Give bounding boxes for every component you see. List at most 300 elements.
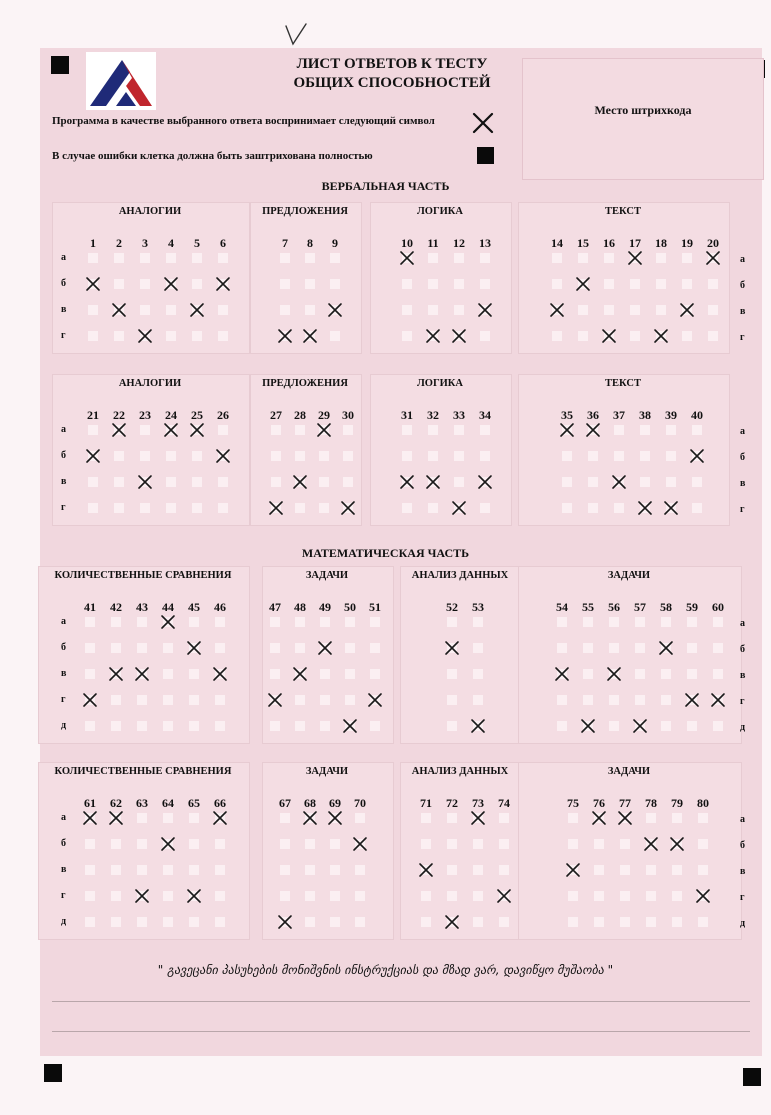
answer-cell[interactable] [672, 865, 682, 875]
answer-cell[interactable] [594, 917, 604, 927]
question-number: 35 [561, 408, 573, 422]
answer-cell[interactable] [137, 917, 147, 927]
answer-cell[interactable] [583, 643, 593, 653]
question-number: 75 [567, 796, 579, 810]
answer-cell[interactable] [85, 721, 95, 731]
answer-cell[interactable] [163, 813, 173, 823]
answer-cell[interactable] [687, 721, 697, 731]
answer-cell[interactable] [137, 695, 147, 705]
answer-cell[interactable] [620, 865, 630, 875]
answer-cell[interactable] [189, 669, 199, 679]
answer-cell[interactable] [140, 279, 150, 289]
x-mark-icon [591, 810, 607, 826]
answer-cell[interactable] [319, 451, 329, 461]
answer-cell[interactable] [692, 503, 702, 513]
answer-cell[interactable] [480, 331, 490, 341]
answer-cell[interactable] [604, 253, 614, 263]
answer-cell[interactable] [88, 425, 98, 435]
answer-cell[interactable] [473, 891, 483, 901]
answer-cell[interactable] [666, 477, 676, 487]
answer-cell[interactable] [166, 331, 176, 341]
answer-cell[interactable] [330, 279, 340, 289]
answer-cell[interactable] [447, 695, 457, 705]
answer-cell[interactable] [345, 669, 355, 679]
answer-cell[interactable] [583, 669, 593, 679]
answer-cell[interactable] [85, 643, 95, 653]
answer-cell[interactable] [692, 425, 702, 435]
answer-cell[interactable] [355, 891, 365, 901]
answer-cell[interactable] [666, 451, 676, 461]
answer-cell[interactable] [111, 643, 121, 653]
answer-cell[interactable] [473, 643, 483, 653]
answer-cell[interactable] [620, 917, 630, 927]
answer-cell[interactable] [345, 695, 355, 705]
answer-cell[interactable] [192, 253, 202, 263]
answer-cell[interactable] [713, 669, 723, 679]
answer-cell[interactable] [218, 305, 228, 315]
answer-cell[interactable] [635, 643, 645, 653]
answer-cell[interactable] [305, 279, 315, 289]
answer-cell[interactable] [428, 425, 438, 435]
answer-cell[interactable] [682, 331, 692, 341]
answer-cell[interactable] [708, 305, 718, 315]
answer-cell[interactable] [140, 425, 150, 435]
answer-cell[interactable] [661, 669, 671, 679]
answer-cell[interactable] [428, 503, 438, 513]
answer-cell[interactable] [588, 503, 598, 513]
answer-cell[interactable] [270, 643, 280, 653]
answer-cell[interactable] [583, 695, 593, 705]
answer-cell[interactable] [568, 839, 578, 849]
answer-cell[interactable] [428, 253, 438, 263]
answer-cell[interactable] [319, 503, 329, 513]
answer-cell[interactable] [192, 331, 202, 341]
answer-cell[interactable] [499, 839, 509, 849]
answer-cell[interactable] [672, 891, 682, 901]
answer-cell[interactable] [330, 891, 340, 901]
answer-cell[interactable] [137, 721, 147, 731]
answer-cell[interactable] [280, 253, 290, 263]
answer-cell[interactable] [370, 617, 380, 627]
answer-cell[interactable] [215, 891, 225, 901]
answer-cell[interactable] [355, 917, 365, 927]
answer-cell[interactable] [454, 253, 464, 263]
verbal-group-header: ПРЕДЛОЖЕНИЯ [262, 206, 348, 217]
answer-cell[interactable] [661, 695, 671, 705]
answer-cell[interactable] [687, 617, 697, 627]
answer-cell[interactable] [421, 813, 431, 823]
answer-cell[interactable] [454, 477, 464, 487]
answer-cell[interactable] [189, 813, 199, 823]
answer-cell[interactable] [295, 643, 305, 653]
answer-cell[interactable] [111, 891, 121, 901]
answer-cell[interactable] [111, 721, 121, 731]
answer-cell[interactable] [88, 503, 98, 513]
answer-cell[interactable] [305, 839, 315, 849]
answer-cell[interactable] [687, 669, 697, 679]
answer-cell[interactable] [473, 839, 483, 849]
answer-cell[interactable] [305, 253, 315, 263]
answer-cell[interactable] [557, 643, 567, 653]
answer-cell[interactable] [85, 617, 95, 627]
answer-cell[interactable] [708, 279, 718, 289]
answer-cell[interactable] [137, 865, 147, 875]
answer-cell[interactable] [473, 669, 483, 679]
answer-cell[interactable] [594, 839, 604, 849]
answer-cell[interactable] [557, 695, 567, 705]
row-label-left: в [61, 864, 67, 875]
answer-cell[interactable] [370, 643, 380, 653]
question-number: 40 [691, 408, 703, 422]
answer-cell[interactable] [640, 451, 650, 461]
answer-cell[interactable] [215, 695, 225, 705]
answer-cell[interactable] [166, 477, 176, 487]
answer-cell[interactable] [137, 813, 147, 823]
answer-cell[interactable] [280, 865, 290, 875]
answer-cell[interactable] [578, 305, 588, 315]
answer-cell[interactable] [295, 617, 305, 627]
answer-cell[interactable] [640, 425, 650, 435]
answer-cell[interactable] [295, 695, 305, 705]
x-mark-icon [575, 276, 591, 292]
answer-cell[interactable] [698, 839, 708, 849]
answer-cell[interactable] [428, 451, 438, 461]
answer-cell[interactable] [594, 865, 604, 875]
answer-cell[interactable] [189, 695, 199, 705]
answer-cell[interactable] [305, 305, 315, 315]
answer-cell[interactable] [270, 617, 280, 627]
answer-cell[interactable] [656, 253, 666, 263]
answer-cell[interactable] [499, 917, 509, 927]
answer-cell[interactable] [280, 279, 290, 289]
answer-cell[interactable] [140, 305, 150, 315]
answer-cell[interactable] [320, 669, 330, 679]
answer-cell[interactable] [698, 865, 708, 875]
answer-cell[interactable] [454, 279, 464, 289]
answer-cell[interactable] [305, 891, 315, 901]
answer-cell[interactable] [661, 617, 671, 627]
answer-cell[interactable] [635, 617, 645, 627]
answer-cell[interactable] [218, 253, 228, 263]
answer-cell[interactable] [140, 451, 150, 461]
answer-cell[interactable] [215, 643, 225, 653]
answer-cell[interactable] [646, 917, 656, 927]
answer-cell[interactable] [330, 917, 340, 927]
answer-cell[interactable] [454, 305, 464, 315]
answer-cell[interactable] [713, 721, 723, 731]
answer-cell[interactable] [320, 695, 330, 705]
answer-cell[interactable] [421, 891, 431, 901]
answer-cell[interactable] [630, 331, 640, 341]
question-number: 74 [498, 796, 510, 810]
answer-cell[interactable] [562, 451, 572, 461]
answer-cell[interactable] [640, 477, 650, 487]
answer-cell[interactable] [85, 839, 95, 849]
x-mark-icon [451, 500, 467, 516]
answer-cell[interactable] [402, 503, 412, 513]
answer-cell[interactable] [656, 279, 666, 289]
answer-cell[interactable] [189, 917, 199, 927]
answer-cell[interactable] [88, 305, 98, 315]
answer-cell[interactable] [630, 305, 640, 315]
answer-cell[interactable] [189, 721, 199, 731]
answer-cell[interactable] [271, 451, 281, 461]
answer-cell[interactable] [562, 477, 572, 487]
signature-line-1 [52, 1001, 750, 1002]
answer-cell[interactable] [588, 451, 598, 461]
answer-cell[interactable] [111, 695, 121, 705]
answer-cell[interactable] [421, 917, 431, 927]
answer-cell[interactable] [111, 917, 121, 927]
answer-cell[interactable] [345, 617, 355, 627]
answer-cell[interactable] [609, 721, 619, 731]
x-mark-icon [302, 810, 318, 826]
answer-cell[interactable] [480, 279, 490, 289]
answer-cell[interactable] [355, 813, 365, 823]
row-label-left: б [61, 278, 66, 289]
answer-cell[interactable] [166, 253, 176, 263]
answer-cell[interactable] [295, 503, 305, 513]
answer-cell[interactable] [192, 279, 202, 289]
answer-cell[interactable] [192, 477, 202, 487]
answer-cell[interactable] [604, 305, 614, 315]
answer-cell[interactable] [163, 891, 173, 901]
answer-cell[interactable] [661, 721, 671, 731]
answer-cell[interactable] [447, 669, 457, 679]
answer-cell[interactable] [552, 279, 562, 289]
question-number: 29 [318, 408, 330, 422]
answer-cell[interactable] [499, 865, 509, 875]
answer-cell[interactable] [708, 331, 718, 341]
answer-cell[interactable] [682, 253, 692, 263]
answer-cell[interactable] [280, 891, 290, 901]
answer-cell[interactable] [480, 425, 490, 435]
answer-cell[interactable] [473, 865, 483, 875]
answer-cell[interactable] [578, 253, 588, 263]
answer-cell[interactable] [402, 305, 412, 315]
answer-cell[interactable] [402, 451, 412, 461]
answer-cell[interactable] [604, 279, 614, 289]
answer-cell[interactable] [189, 617, 199, 627]
answer-cell[interactable] [454, 451, 464, 461]
answer-cell[interactable] [218, 477, 228, 487]
answer-cell[interactable] [111, 617, 121, 627]
answer-cell[interactable] [280, 839, 290, 849]
answer-cell[interactable] [552, 253, 562, 263]
answer-cell[interactable] [114, 253, 124, 263]
answer-cell[interactable] [85, 917, 95, 927]
answer-cell[interactable] [343, 477, 353, 487]
answer-cell[interactable] [698, 917, 708, 927]
answer-cell[interactable] [137, 617, 147, 627]
answer-cell[interactable] [88, 477, 98, 487]
answer-cell[interactable] [166, 451, 176, 461]
answer-cell[interactable] [114, 279, 124, 289]
answer-cell[interactable] [215, 865, 225, 875]
answer-cell[interactable] [635, 695, 645, 705]
answer-cell[interactable] [192, 503, 202, 513]
answer-cell[interactable] [114, 503, 124, 513]
answer-cell[interactable] [578, 331, 588, 341]
answer-cell[interactable] [646, 813, 656, 823]
answer-cell[interactable] [218, 503, 228, 513]
answer-cell[interactable] [85, 669, 95, 679]
answer-cell[interactable] [320, 617, 330, 627]
answer-cell[interactable] [189, 865, 199, 875]
answer-cell[interactable] [672, 917, 682, 927]
legend-x-symbol-icon [472, 112, 494, 134]
answer-cell[interactable] [295, 451, 305, 461]
answer-cell[interactable] [568, 891, 578, 901]
answer-cell[interactable] [421, 839, 431, 849]
handwritten-check-mark [284, 22, 308, 48]
answer-cell[interactable] [480, 503, 490, 513]
answer-cell[interactable] [295, 721, 305, 731]
answer-cell[interactable] [114, 451, 124, 461]
answer-cell[interactable] [88, 253, 98, 263]
answer-cell[interactable] [270, 721, 280, 731]
answer-cell[interactable] [271, 425, 281, 435]
answer-cell[interactable] [189, 839, 199, 849]
row-label-right: в [740, 866, 746, 877]
answer-cell[interactable] [137, 643, 147, 653]
answer-cell[interactable] [614, 425, 624, 435]
answer-cell[interactable] [687, 643, 697, 653]
answer-cell[interactable] [163, 865, 173, 875]
answer-cell[interactable] [557, 721, 567, 731]
answer-cell[interactable] [343, 451, 353, 461]
answer-cell[interactable] [609, 695, 619, 705]
answer-cell[interactable] [473, 617, 483, 627]
answer-cell[interactable] [114, 331, 124, 341]
answer-cell[interactable] [192, 451, 202, 461]
answer-cell[interactable] [111, 839, 121, 849]
answer-cell[interactable] [552, 331, 562, 341]
answer-cell[interactable] [635, 669, 645, 679]
answer-cell[interactable] [345, 643, 355, 653]
answer-cell[interactable] [215, 721, 225, 731]
answer-cell[interactable] [656, 305, 666, 315]
row-label-left: б [61, 450, 66, 461]
answer-cell[interactable] [163, 643, 173, 653]
answer-cell[interactable] [402, 331, 412, 341]
x-mark-icon [679, 302, 695, 318]
answer-cell[interactable] [588, 477, 598, 487]
answer-cell[interactable] [447, 865, 457, 875]
section-title-verbal: ВЕРБАЛЬНАЯ ЧАСТЬ [321, 179, 450, 193]
answer-cell[interactable] [672, 813, 682, 823]
answer-cell[interactable] [614, 451, 624, 461]
answer-cell[interactable] [480, 451, 490, 461]
answer-cell[interactable] [114, 477, 124, 487]
answer-cell[interactable] [330, 865, 340, 875]
answer-cell[interactable] [447, 839, 457, 849]
answer-cell[interactable] [614, 503, 624, 513]
answer-cell[interactable] [218, 331, 228, 341]
answer-cell[interactable] [140, 503, 150, 513]
answer-cell[interactable] [682, 279, 692, 289]
answer-cell[interactable] [343, 425, 353, 435]
answer-cell[interactable] [473, 695, 483, 705]
answer-cell[interactable] [480, 253, 490, 263]
answer-cell[interactable] [620, 839, 630, 849]
answer-cell[interactable] [271, 477, 281, 487]
x-mark-icon [695, 888, 711, 904]
answer-cell[interactable] [447, 813, 457, 823]
answer-cell[interactable] [137, 839, 147, 849]
answer-cell[interactable] [447, 721, 457, 731]
answer-cell[interactable] [163, 917, 173, 927]
answer-cell[interactable] [609, 617, 619, 627]
answer-cell[interactable] [562, 503, 572, 513]
answer-cell[interactable] [355, 865, 365, 875]
answer-cell[interactable] [163, 695, 173, 705]
answer-cell[interactable] [557, 617, 567, 627]
answer-cell[interactable] [163, 721, 173, 731]
answer-cell[interactable] [620, 891, 630, 901]
answer-cell[interactable] [713, 643, 723, 653]
answer-cell[interactable] [454, 425, 464, 435]
answer-cell[interactable] [428, 279, 438, 289]
answer-cell[interactable] [568, 917, 578, 927]
answer-cell[interactable] [473, 917, 483, 927]
answer-cell[interactable] [402, 279, 412, 289]
answer-cell[interactable] [215, 617, 225, 627]
answer-cell[interactable] [215, 917, 225, 927]
answer-cell[interactable] [692, 477, 702, 487]
answer-cell[interactable] [698, 813, 708, 823]
answer-cell[interactable] [402, 425, 412, 435]
answer-cell[interactable] [280, 813, 290, 823]
answer-cell[interactable] [85, 891, 95, 901]
answer-cell[interactable] [218, 425, 228, 435]
answer-cell[interactable] [370, 721, 380, 731]
answer-cell[interactable] [713, 617, 723, 627]
answer-cell[interactable] [320, 721, 330, 731]
answer-cell[interactable] [646, 865, 656, 875]
answer-cell[interactable] [111, 865, 121, 875]
answer-cell[interactable] [163, 669, 173, 679]
answer-cell[interactable] [166, 503, 176, 513]
answer-cell[interactable] [85, 865, 95, 875]
answer-cell[interactable] [330, 331, 340, 341]
answer-cell[interactable] [630, 279, 640, 289]
answer-cell[interactable] [609, 643, 619, 653]
answer-cell[interactable] [295, 425, 305, 435]
answer-cell[interactable] [594, 891, 604, 901]
answer-cell[interactable] [319, 477, 329, 487]
answer-cell[interactable] [330, 839, 340, 849]
answer-cell[interactable] [568, 813, 578, 823]
answer-cell[interactable] [646, 891, 656, 901]
answer-cell[interactable] [370, 669, 380, 679]
answer-cell[interactable] [330, 253, 340, 263]
answer-cell[interactable] [666, 425, 676, 435]
answer-cell[interactable] [215, 839, 225, 849]
answer-cell[interactable] [140, 253, 150, 263]
answer-cell[interactable] [583, 617, 593, 627]
answer-cell[interactable] [305, 865, 315, 875]
answer-cell[interactable] [88, 331, 98, 341]
answer-cell[interactable] [447, 617, 457, 627]
answer-cell[interactable] [270, 669, 280, 679]
answer-cell[interactable] [447, 891, 457, 901]
answer-cell[interactable] [499, 813, 509, 823]
answer-cell[interactable] [305, 917, 315, 927]
answer-cell[interactable] [280, 305, 290, 315]
answer-cell[interactable] [166, 305, 176, 315]
answer-cell[interactable] [428, 305, 438, 315]
